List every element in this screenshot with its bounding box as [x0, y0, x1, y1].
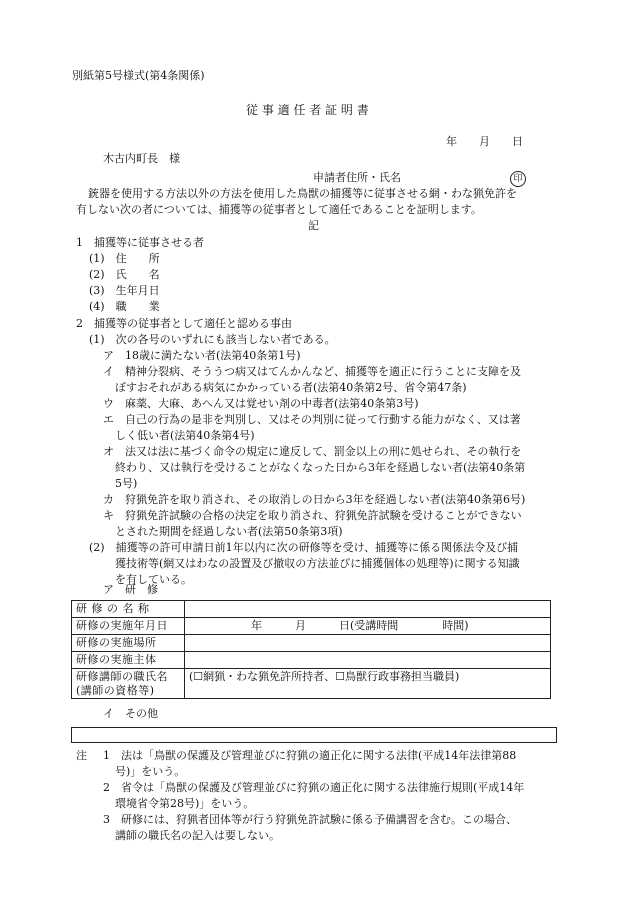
addressee: 木古内町長 様: [103, 152, 180, 165]
lecturer-qualification-options: (☐網猟・わな猟免許所持者、☐鳥獣行政事務担当職員): [189, 670, 460, 683]
table-row: [72, 635, 551, 652]
clause-e-line-1: エ 自己の行為の是非を判別し、又はその判別に従って行動する能力がなく、又は著: [103, 413, 521, 426]
training-host-field[interactable]: [185, 652, 551, 669]
lecturer-label-line-2: (講師の資格等): [76, 683, 155, 697]
note-2-line-1: 2 省令は「鳥獣の保護及び管理並びに狩猟の適正化に関する法律施行規則(平成14年: [103, 781, 525, 794]
note-3-line-1: 3 研修には、狩猟者団体等が行う狩猟免許試験に係る予備講習を含む。この場合、: [103, 813, 517, 826]
lecturer-field[interactable]: [185, 669, 551, 699]
subsection-1: (1) 次の各号のいずれにも該当しない者である。: [89, 333, 336, 346]
clause-o-line-1: オ 法又は法に基づく命令の規定に違反して、罰金以上の刑に処せられ、その執行を: [103, 445, 522, 458]
item-occupation: (4) 職 業: [89, 300, 160, 313]
clause-o-line-2: 終わり、又は執行を受けることがなくなった日から3年を経過しない者(法第40条第: [115, 461, 526, 474]
clause-i-line-2: ぼすおそれがある病気にかかっている者(法第40条第2号、省令第47条): [115, 381, 467, 394]
note-1-line-2: 号)」をいう。: [115, 765, 186, 778]
note-1-line-1: 1 法は「鳥獣の保護及び管理並びに狩猟の適正化に関する法律(平成14年法律第88: [103, 749, 517, 762]
date-line: 年 月 日: [446, 135, 523, 148]
table-row: [72, 618, 551, 635]
document-title: 従 事 適 任 者 証 明 書: [246, 103, 369, 117]
table-row: [72, 669, 551, 699]
item-name: (2) 氏 名: [89, 268, 160, 281]
training-date-label: 研修の実施年月日: [72, 618, 185, 635]
table-row: [72, 601, 551, 618]
subsection-2-line-1: (2) 捕獲等の許可申請日前1年以内に次の研修等を受け、捕獲等に係る関係法令及び捕: [89, 541, 519, 554]
intro-line-2: 有しない次の者については、捕獲等の従事者として適任であることを証明します。: [76, 203, 482, 216]
clause-ki-line-1: キ 狩猟免許試験の合格の決定を取り消され、狩猟免許試験を受けることができない: [103, 509, 522, 522]
note-2-line-2: 環境省令第28号)」をいう。: [115, 797, 255, 810]
other-label: イ その他: [103, 707, 158, 720]
section-2-heading: 2 捕獲等の従事者として適任と認める事由: [76, 317, 292, 330]
clause-i-line-1: イ 精神分裂病、そううつ病又はてんかんなど、捕獲等を適正に行うことに支障を及: [103, 365, 521, 378]
training-name-field[interactable]: [185, 601, 551, 618]
lecturer-label: [72, 669, 185, 699]
notes-prefix: 注: [76, 749, 87, 762]
subsection-2-line-3: を有している。: [115, 573, 192, 586]
seal-mark: 印: [510, 171, 526, 187]
training-label: ア 研 修: [103, 583, 158, 596]
training-date-template: 年 月 日(受講時間 時間): [251, 619, 469, 632]
training-place-field[interactable]: [185, 635, 551, 652]
ki-heading: 記: [308, 219, 319, 232]
subsection-2-line-2: 獲技術等(網又はわなの設置及び撤収の方法並びに捕獲個体の処理等)に関する知識: [115, 557, 520, 570]
clause-u: ウ 麻薬、大麻、あへん又は覚せい剤の中毒者(法第40条第3号): [103, 397, 419, 410]
item-address: (1) 住 所: [89, 252, 160, 265]
clause-a: ア 18歳に満たない者(法第40条第1号): [103, 349, 301, 362]
clause-ki-line-2: とされた期間を経過しない者(法第50条第3項): [115, 525, 343, 538]
training-place-label: 研修の実施場所: [72, 635, 185, 652]
applicant-label: 申請者住所・氏名: [313, 171, 401, 184]
intro-line-1: 銃器を使用する方法以外の方法を使用した鳥獣の捕獲等に従事させる網・わな猟免許を: [88, 187, 517, 200]
section-1-heading: 1 捕獲等に従事させる者: [76, 236, 204, 249]
table-row: [72, 652, 551, 669]
clause-e-line-2: しく低い者(法第40条第4号): [115, 429, 255, 442]
training-date-field[interactable]: [185, 618, 551, 635]
training-table: [71, 600, 551, 699]
clause-o-line-3: 5号): [115, 477, 138, 490]
other-field[interactable]: [71, 727, 557, 743]
clause-ka: カ 狩猟免許を取り消され、その取消しの日から3年を経過しない者(法第40条第6号): [103, 493, 526, 506]
note-3-line-2: 講師の職氏名の記入は要しない。: [115, 829, 280, 842]
item-birthdate: (3) 生年月日: [89, 284, 160, 297]
lecturer-label-line-1: 研修講師の職氏名: [76, 669, 168, 683]
training-host-label: 研修の実施主体: [72, 652, 185, 669]
training-name-label: 研 修 の 名 称: [72, 601, 185, 618]
form-reference: 別紙第5号様式(第4条関係): [72, 69, 205, 82]
